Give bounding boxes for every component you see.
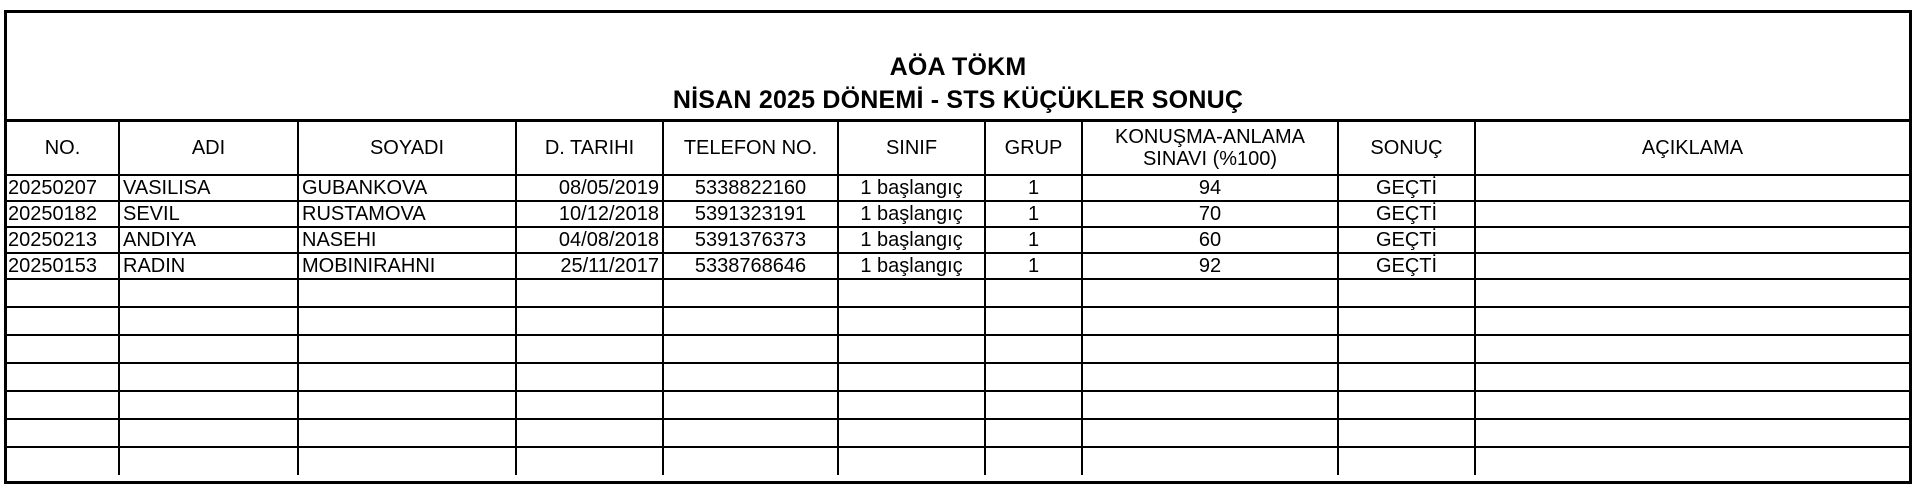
cell-adi: SEVIL [119, 201, 298, 227]
cell-puan: 60 [1082, 227, 1338, 253]
col-header-telefon: TELEFON NO. [663, 121, 838, 176]
cell-adi: RADIN [119, 253, 298, 279]
cell-puan: 94 [1082, 175, 1338, 201]
cell-sonuc: GEÇTİ [1338, 227, 1475, 253]
cell-no: 20250182 [7, 201, 119, 227]
col-header-sonuc: SONUÇ [1338, 121, 1475, 176]
cell-aciklama [1475, 253, 1909, 279]
cell-sinif: 1 başlangıç [838, 175, 985, 201]
cell-sonuc: GEÇTİ [1338, 175, 1475, 201]
empty-row [7, 335, 1909, 363]
cell-puan: 70 [1082, 201, 1338, 227]
document-subtitle: NİSAN 2025 DÖNEMİ - STS KÜÇÜKLER SONUÇ [672, 86, 1244, 114]
cell-telefon: 5338768646 [663, 253, 838, 279]
empty-row [7, 419, 1909, 447]
cell-telefon: 5391323191 [663, 201, 838, 227]
cell-dogum-tarihi: 25/11/2017 [516, 253, 663, 279]
cell-no: 20250153 [7, 253, 119, 279]
cell-sonuc: GEÇTİ [1338, 253, 1475, 279]
cell-sinif: 1 başlangıç [838, 227, 985, 253]
empty-row [7, 279, 1909, 307]
cell-no: 20250207 [7, 175, 119, 201]
cell-grup: 1 [985, 253, 1082, 279]
cell-soyadi: GUBANKOVA [298, 175, 516, 201]
cell-dogum-tarihi: 08/05/2019 [516, 175, 663, 201]
table-header-row [7, 121, 1909, 176]
empty-row [7, 307, 1909, 335]
cell-aciklama [1475, 201, 1909, 227]
table-row [7, 201, 1909, 227]
cell-telefon: 5338822160 [663, 175, 838, 201]
table-row [7, 175, 1909, 201]
cell-sinif: 1 başlangıç [838, 201, 985, 227]
cell-grup: 1 [985, 201, 1082, 227]
cell-grup: 1 [985, 227, 1082, 253]
cell-dogum-tarihi: 10/12/2018 [516, 201, 663, 227]
cell-puan: 92 [1082, 253, 1338, 279]
cell-grup: 1 [985, 175, 1082, 201]
col-header-aciklama: AÇIKLAMA [1475, 121, 1909, 176]
cell-adi: ANDIYA [119, 227, 298, 253]
col-header-no: NO. [7, 121, 119, 176]
col-header-sinav-line2: SINAVI (%100) [1142, 148, 1278, 170]
col-header-grup: GRUP [985, 121, 1082, 176]
col-header-soyadi: SOYADI [298, 121, 516, 176]
cell-soyadi: RUSTAMOVA [298, 201, 516, 227]
col-header-adi: ADI [119, 121, 298, 176]
col-header-sinif: SINIF [838, 121, 985, 176]
cell-soyadi: NASEHI [298, 227, 516, 253]
cell-sinif: 1 başlangıç [838, 253, 985, 279]
cell-adi: VASILISA [119, 175, 298, 201]
cell-aciklama [1475, 175, 1909, 201]
cell-telefon: 5391376373 [663, 227, 838, 253]
cell-sonuc: GEÇTİ [1338, 201, 1475, 227]
table-row [7, 227, 1909, 253]
cell-soyadi: MOBINIRAHNI [298, 253, 516, 279]
col-header-sinav-line1: KONUŞMA-ANLAMA [1114, 126, 1306, 148]
table-row [7, 253, 1909, 279]
empty-row [7, 447, 1909, 475]
cell-dogum-tarihi: 04/08/2018 [516, 227, 663, 253]
cell-aciklama [1475, 227, 1909, 253]
empty-row [7, 391, 1909, 419]
results-table [7, 119, 1909, 475]
results-sheet [4, 10, 1912, 484]
cell-no: 20250213 [7, 227, 119, 253]
col-header-sinav [1082, 121, 1338, 176]
empty-row [7, 363, 1909, 391]
document-title: AÖA TÖKM [889, 53, 1027, 81]
col-header-dogum-tarihi: D. TARIHI [516, 121, 663, 176]
title-block [7, 13, 1909, 119]
